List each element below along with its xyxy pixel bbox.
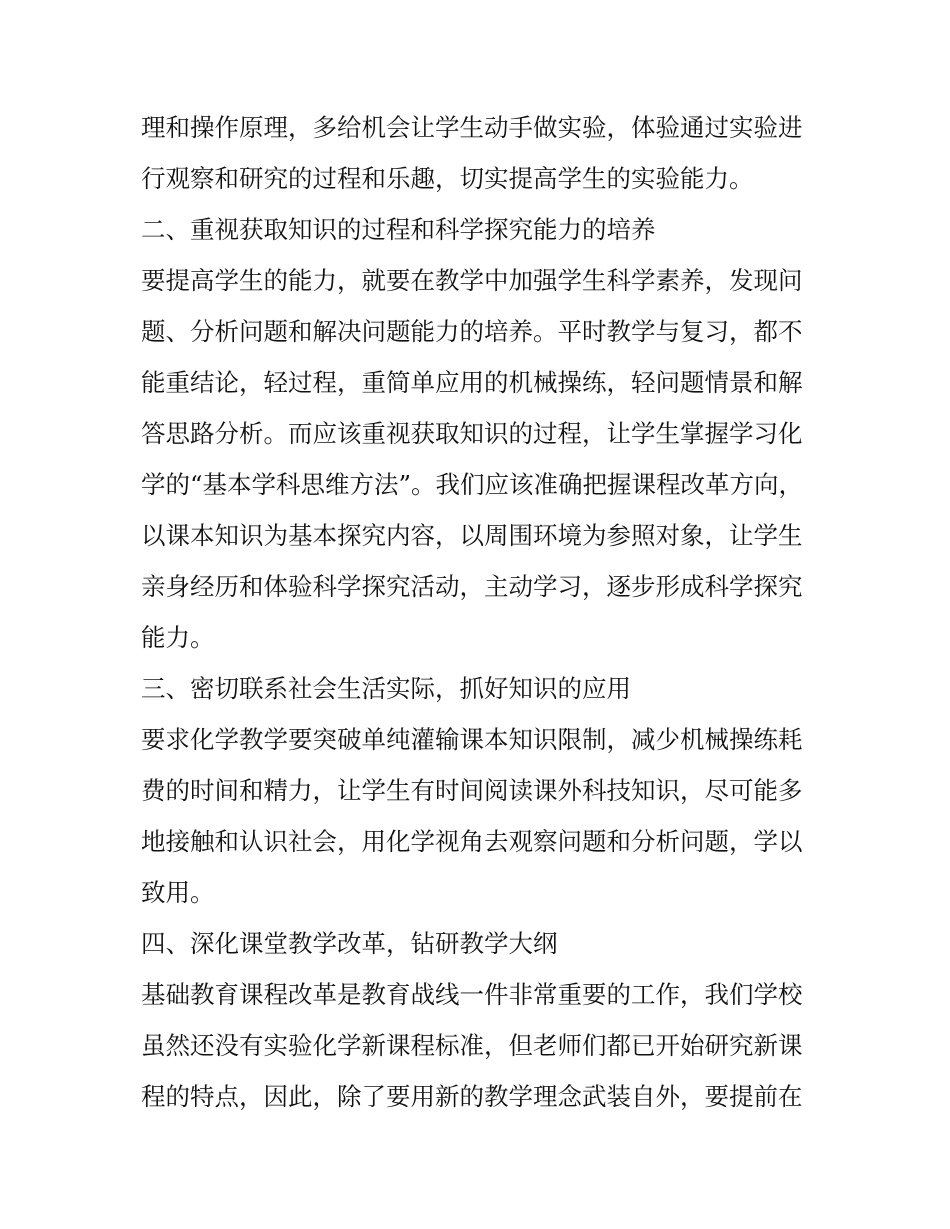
text-line: 题、分析问题和解决问题能力的培养。平时教学与复习，都不	[141, 317, 803, 346]
text-line: 要求化学教学要突破单纯灌输课本知识限制，减少机械操练耗	[141, 725, 803, 754]
text-line: 学的“基本学科思维方法”。我们应该准确把握课程改革方向，	[141, 470, 804, 499]
section-heading: 四、深化课堂教学改革，钻研教学大纲	[141, 929, 558, 958]
text-line: 致用。	[141, 878, 215, 907]
section-heading: 三、密切联系社会生活实际，抓好知识的应用	[141, 674, 631, 703]
text-line: 虽然还没有实验化学新课程标准，但老师们都已开始研究新课	[141, 1031, 803, 1060]
section-heading: 二、重视获取知识的过程和科学探究能力的培养	[141, 215, 656, 244]
text-line: 基础教育课程改革是教育战线一件非常重要的工作，我们学校	[141, 980, 803, 1009]
text-line: 答思路分析。而应该重视获取知识的过程，让学生掌握学习化	[141, 419, 803, 448]
text-line: 行观察和研究的过程和乐趣，切实提高学生的实验能力。	[141, 164, 754, 193]
text-line: 能重结论，轻过程，重简单应用的机械操练，轻问题情景和解	[141, 368, 803, 397]
text-line: 费的时间和精力，让学生有时间阅读课外科技知识，尽可能多	[141, 776, 803, 805]
text-line: 地接触和认识社会，用化学视角去观察问题和分析问题，学以	[141, 827, 803, 856]
text-line: 要提高学生的能力，就要在教学中加强学生科学素养，发现问	[141, 266, 803, 295]
text-line: 以课本知识为基本探究内容，以周围环境为参照对象，让学生	[141, 521, 803, 550]
text-line: 程的特点，因此，除了要用新的教学理念武装自外，要提前在	[141, 1082, 803, 1111]
text-line: 亲身经历和体验科学探究活动，主动学习，逐步形成科学探究	[141, 572, 803, 601]
text-line: 理和操作原理，多给机会让学生动手做实验，体验通过实验进	[141, 113, 803, 142]
text-line: 能力。	[141, 623, 215, 652]
